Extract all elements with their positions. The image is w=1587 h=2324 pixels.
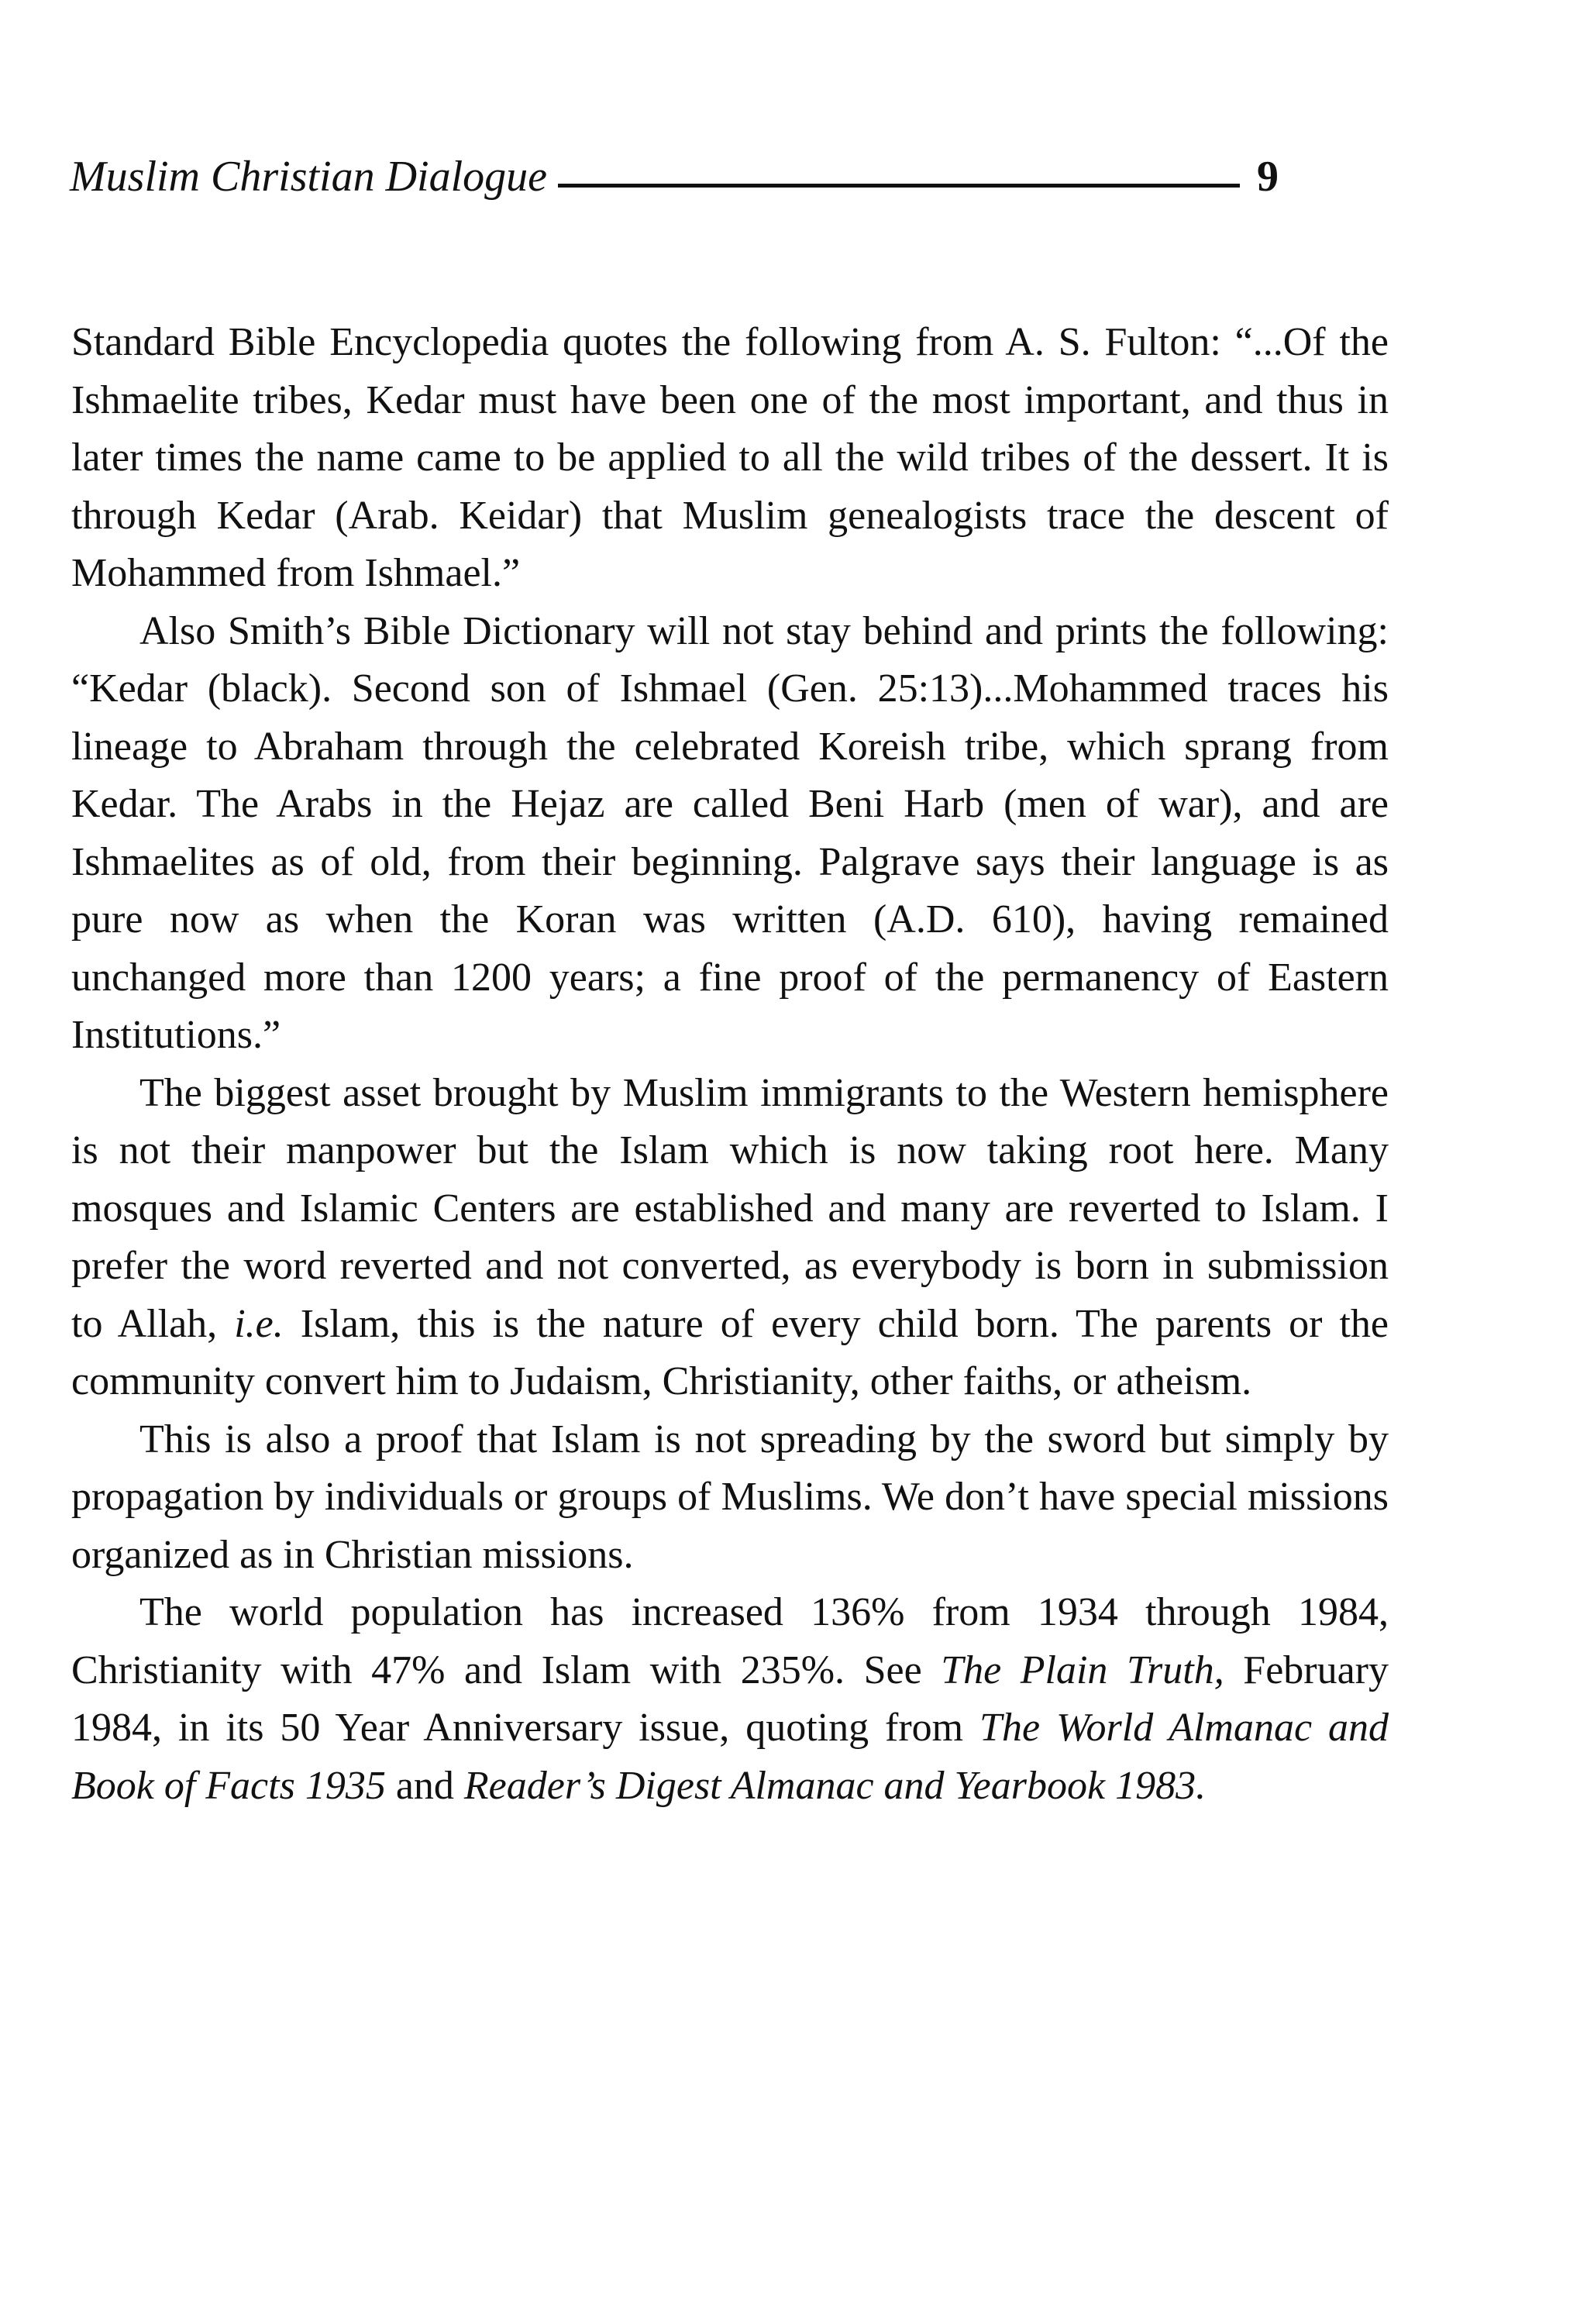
body-text [71, 314, 1389, 1815]
paragraph-not-by-sword [71, 1411, 1389, 1585]
paragraph-immigrants [71, 1065, 1389, 1411]
paragraph-segment: This is also a proof that Islam is not spreading by the sword but simply by propagation by individuals or groups of Muslims. We don’t have special missions organized as in Christian missions. [71, 1417, 1389, 1577]
paragraph-segment-italic: The Plain Truth, [941, 1647, 1224, 1692]
paragraph-population-statistics [71, 1584, 1389, 1815]
paragraph-segment: The world population has increased 136% from 1934 through 1984, Christianity with 47% and Islam with 235%. See [71, 1590, 1389, 1692]
page-header [70, 147, 1279, 201]
paragraph-smith-dictionary [71, 603, 1389, 1065]
paragraph-segment-italic: The World Almanac and Book of Facts 1935 [71, 1706, 1389, 1808]
paragraph-segment: Also Smith’s Bible Dictionary will not stay behind and prints the following: “Kedar (black). Second son of Ishmael (Gen. 25:13)...Mohammed traces his lineage to Abraham through the celebrated Koreish tribe, which sprang from Kedar. The Arabs in the Hejaz are called Beni Harb (men of war), and are Ishmaelites as of old, from their beginning. Palgrave says their language is as pure now as when the Koran was written (A.D. 610), having remained unchanged more than 1200 years; a fine proof of the permanency of Eastern Institutions.” [71, 608, 1389, 1057]
paragraph-segment-italic: i.e. [234, 1301, 284, 1346]
running-title: Muslim Christian Dialogue [70, 153, 548, 201]
paragraph-segment: Standard Bible Encyclopedia quotes the following from A. S. Fulton: “...Of the Ishmaelite tribes, Kedar must have been one of the most important, and thus in later times the name came to be applied to all the wild tribes of the dessert. It is through Kedar (Arab. Keidar) that Muslim genealogists trace the descent of Mohammed from Ishmael.” [71, 320, 1389, 595]
paragraph-fulton-quote [71, 314, 1389, 603]
paragraph-segment: Islam, this is the nature of every child born. The parents or the community convert him to Judaism, Christianity, other faiths, or atheism. [71, 1301, 1389, 1403]
paragraph-segment: and [385, 1763, 464, 1808]
paragraph-segment: The biggest asset brought by Muslim immigrants to the Western hemisphere is not their manpower but the Islam which is now taking root here. Many mosques and Islamic Centers are established and many are reverted to Islam. I prefer the word reverted and not converted, as everybody is born in submission to Allah, [71, 1070, 1389, 1346]
header-rule [558, 184, 1240, 188]
page-number: 9 [1257, 153, 1279, 201]
paragraph-segment: February 1984, in its 50 Year Anniversary issue, quoting from [71, 1647, 1389, 1750]
paragraph-segment-italic: Reader’s Digest Almanac and Yearbook 1983. [463, 1763, 1207, 1808]
